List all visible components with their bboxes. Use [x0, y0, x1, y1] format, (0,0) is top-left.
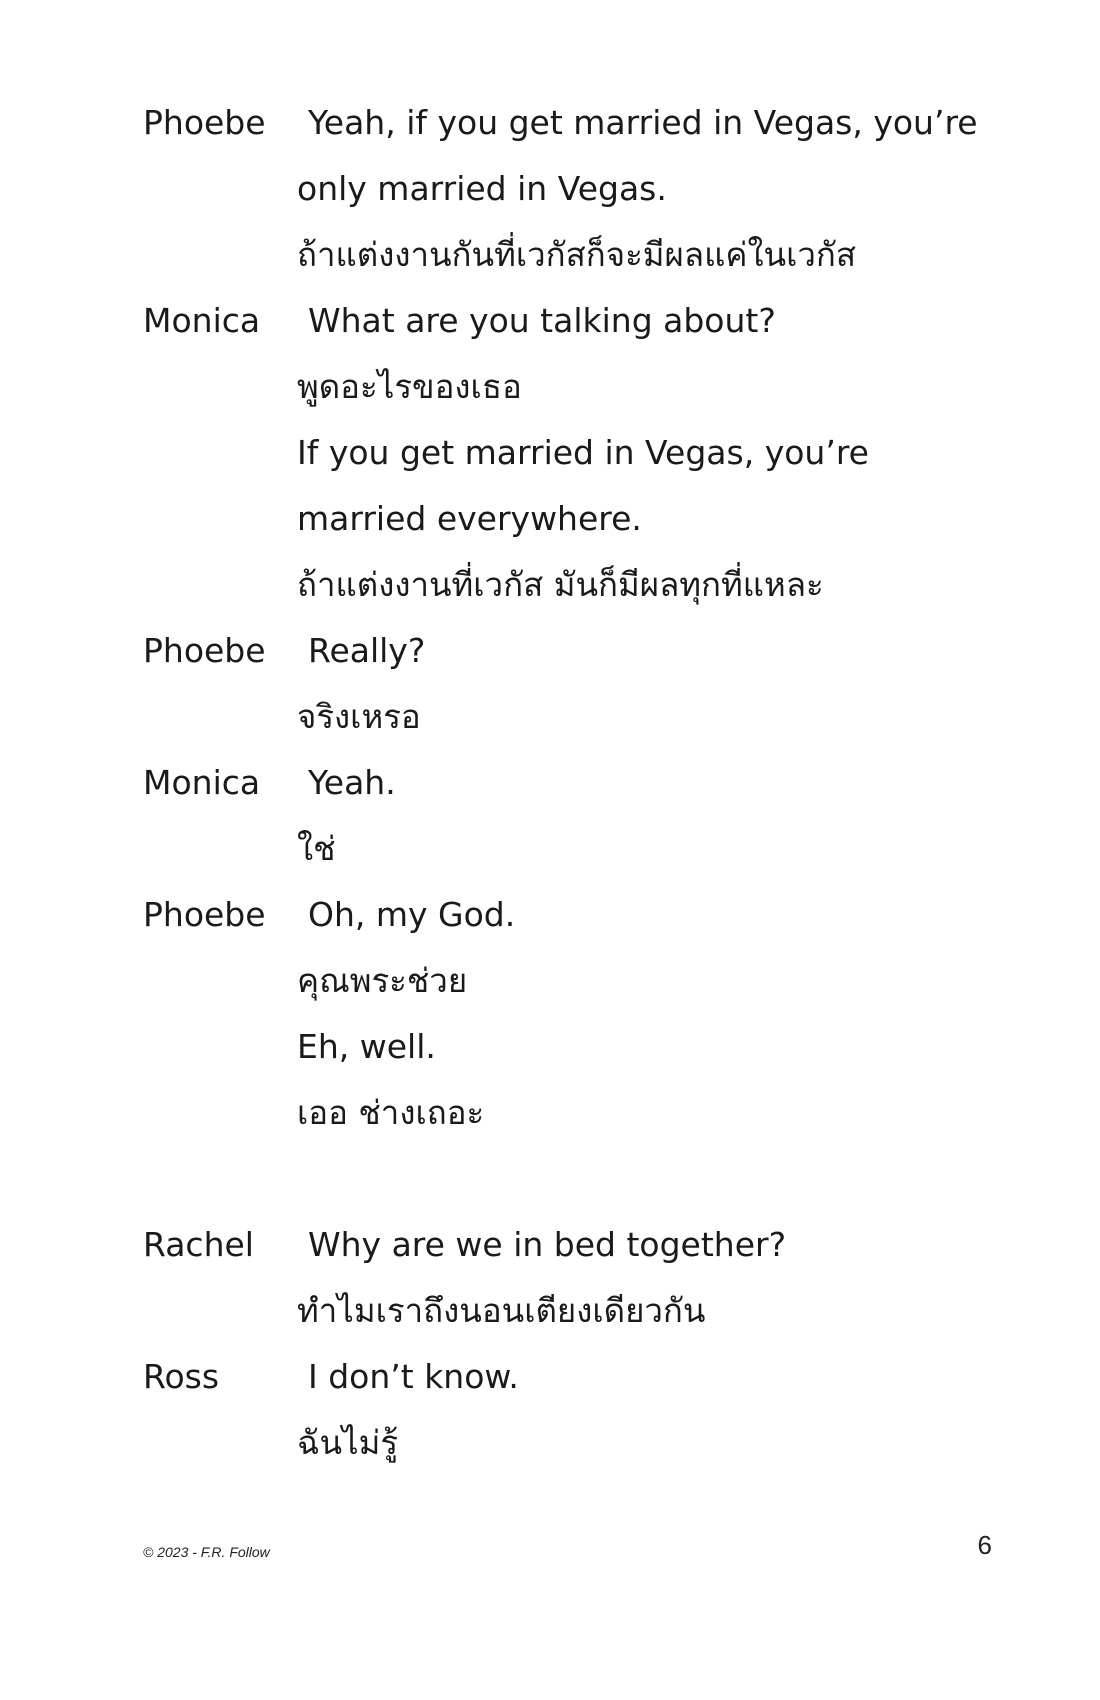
- dialogue-line: [143, 90, 1003, 156]
- dialogue-text: เออ ช่างเถอะ: [297, 1093, 485, 1132]
- dialogue-block: [143, 90, 1003, 1476]
- speaker-name: Monica: [143, 763, 261, 802]
- speaker-name: Rachel: [143, 1225, 254, 1264]
- dialogue-line: [143, 354, 1003, 420]
- dialogue-line: [143, 750, 1003, 816]
- dialogue-line: [143, 288, 1003, 354]
- dialogue-line: [143, 486, 1003, 552]
- dialogue-line: [143, 1014, 1003, 1080]
- page-number: 6: [977, 1530, 992, 1560]
- dialogue-text: ถ้าแต่งงานที่เวกัส มันก็มีผลทุกที่แหละ: [297, 565, 824, 604]
- dialogue-text: ถ้าแต่งงานกันที่เวกัสก็จะมีผลแค่ในเวกัส: [297, 235, 857, 274]
- dialogue-line: [143, 948, 1003, 1014]
- speaker-name: Phoebe: [143, 103, 266, 142]
- dialogue-line: [143, 420, 1003, 486]
- dialogue-line: [143, 552, 1003, 618]
- dialogue-text: คุณพระช่วย: [297, 961, 468, 1000]
- dialogue-text: ฉันไม่รู้: [297, 1423, 399, 1462]
- dialogue-text: Oh, my God.: [308, 895, 516, 934]
- speaker-name: Phoebe: [143, 631, 266, 670]
- speaker-name: Ross: [143, 1357, 220, 1396]
- speaker-name: Monica: [143, 301, 261, 340]
- dialogue-line: [143, 1344, 1003, 1410]
- speaker-name: Phoebe: [143, 895, 266, 934]
- dialogue-line: [143, 882, 1003, 948]
- dialogue-line: [143, 1410, 1003, 1476]
- scene-break: [143, 1146, 1003, 1212]
- dialogue-text: จริงเหรอ: [297, 697, 421, 736]
- dialogue-line: [143, 156, 1003, 222]
- dialogue-text: Yeah, if you get married in Vegas, you’re: [308, 103, 978, 142]
- dialogue-text: พูดอะไรของเธอ: [297, 367, 522, 406]
- dialogue-line: [143, 1212, 1003, 1278]
- copyright-credit: © 2023 - F.R. Follow: [143, 1544, 270, 1560]
- dialogue-text: If you get married in Vegas, you’re: [297, 433, 869, 472]
- dialogue-line: [143, 1080, 1003, 1146]
- dialogue-text: Why are we in bed together?: [308, 1225, 787, 1264]
- dialogue-text: I don’t know.: [308, 1357, 519, 1396]
- dialogue-line: [143, 816, 1003, 882]
- dialogue-text: What are you talking about?: [308, 301, 776, 340]
- dialogue-text: Really?: [308, 631, 426, 670]
- dialogue-text: Yeah.: [308, 763, 396, 802]
- dialogue-text: only married in Vegas.: [297, 169, 667, 208]
- dialogue-text: ทำไมเราถึงนอนเตียงเดียวกัน: [297, 1291, 706, 1330]
- dialogue-text: ใช่: [297, 829, 336, 868]
- dialogue-line: [143, 618, 1003, 684]
- dialogue-line: [143, 684, 1003, 750]
- dialogue-text: Eh, well.: [297, 1027, 436, 1066]
- dialogue-line: [143, 1278, 1003, 1344]
- dialogue-line: [143, 222, 1003, 288]
- dialogue-text: married everywhere.: [297, 499, 642, 538]
